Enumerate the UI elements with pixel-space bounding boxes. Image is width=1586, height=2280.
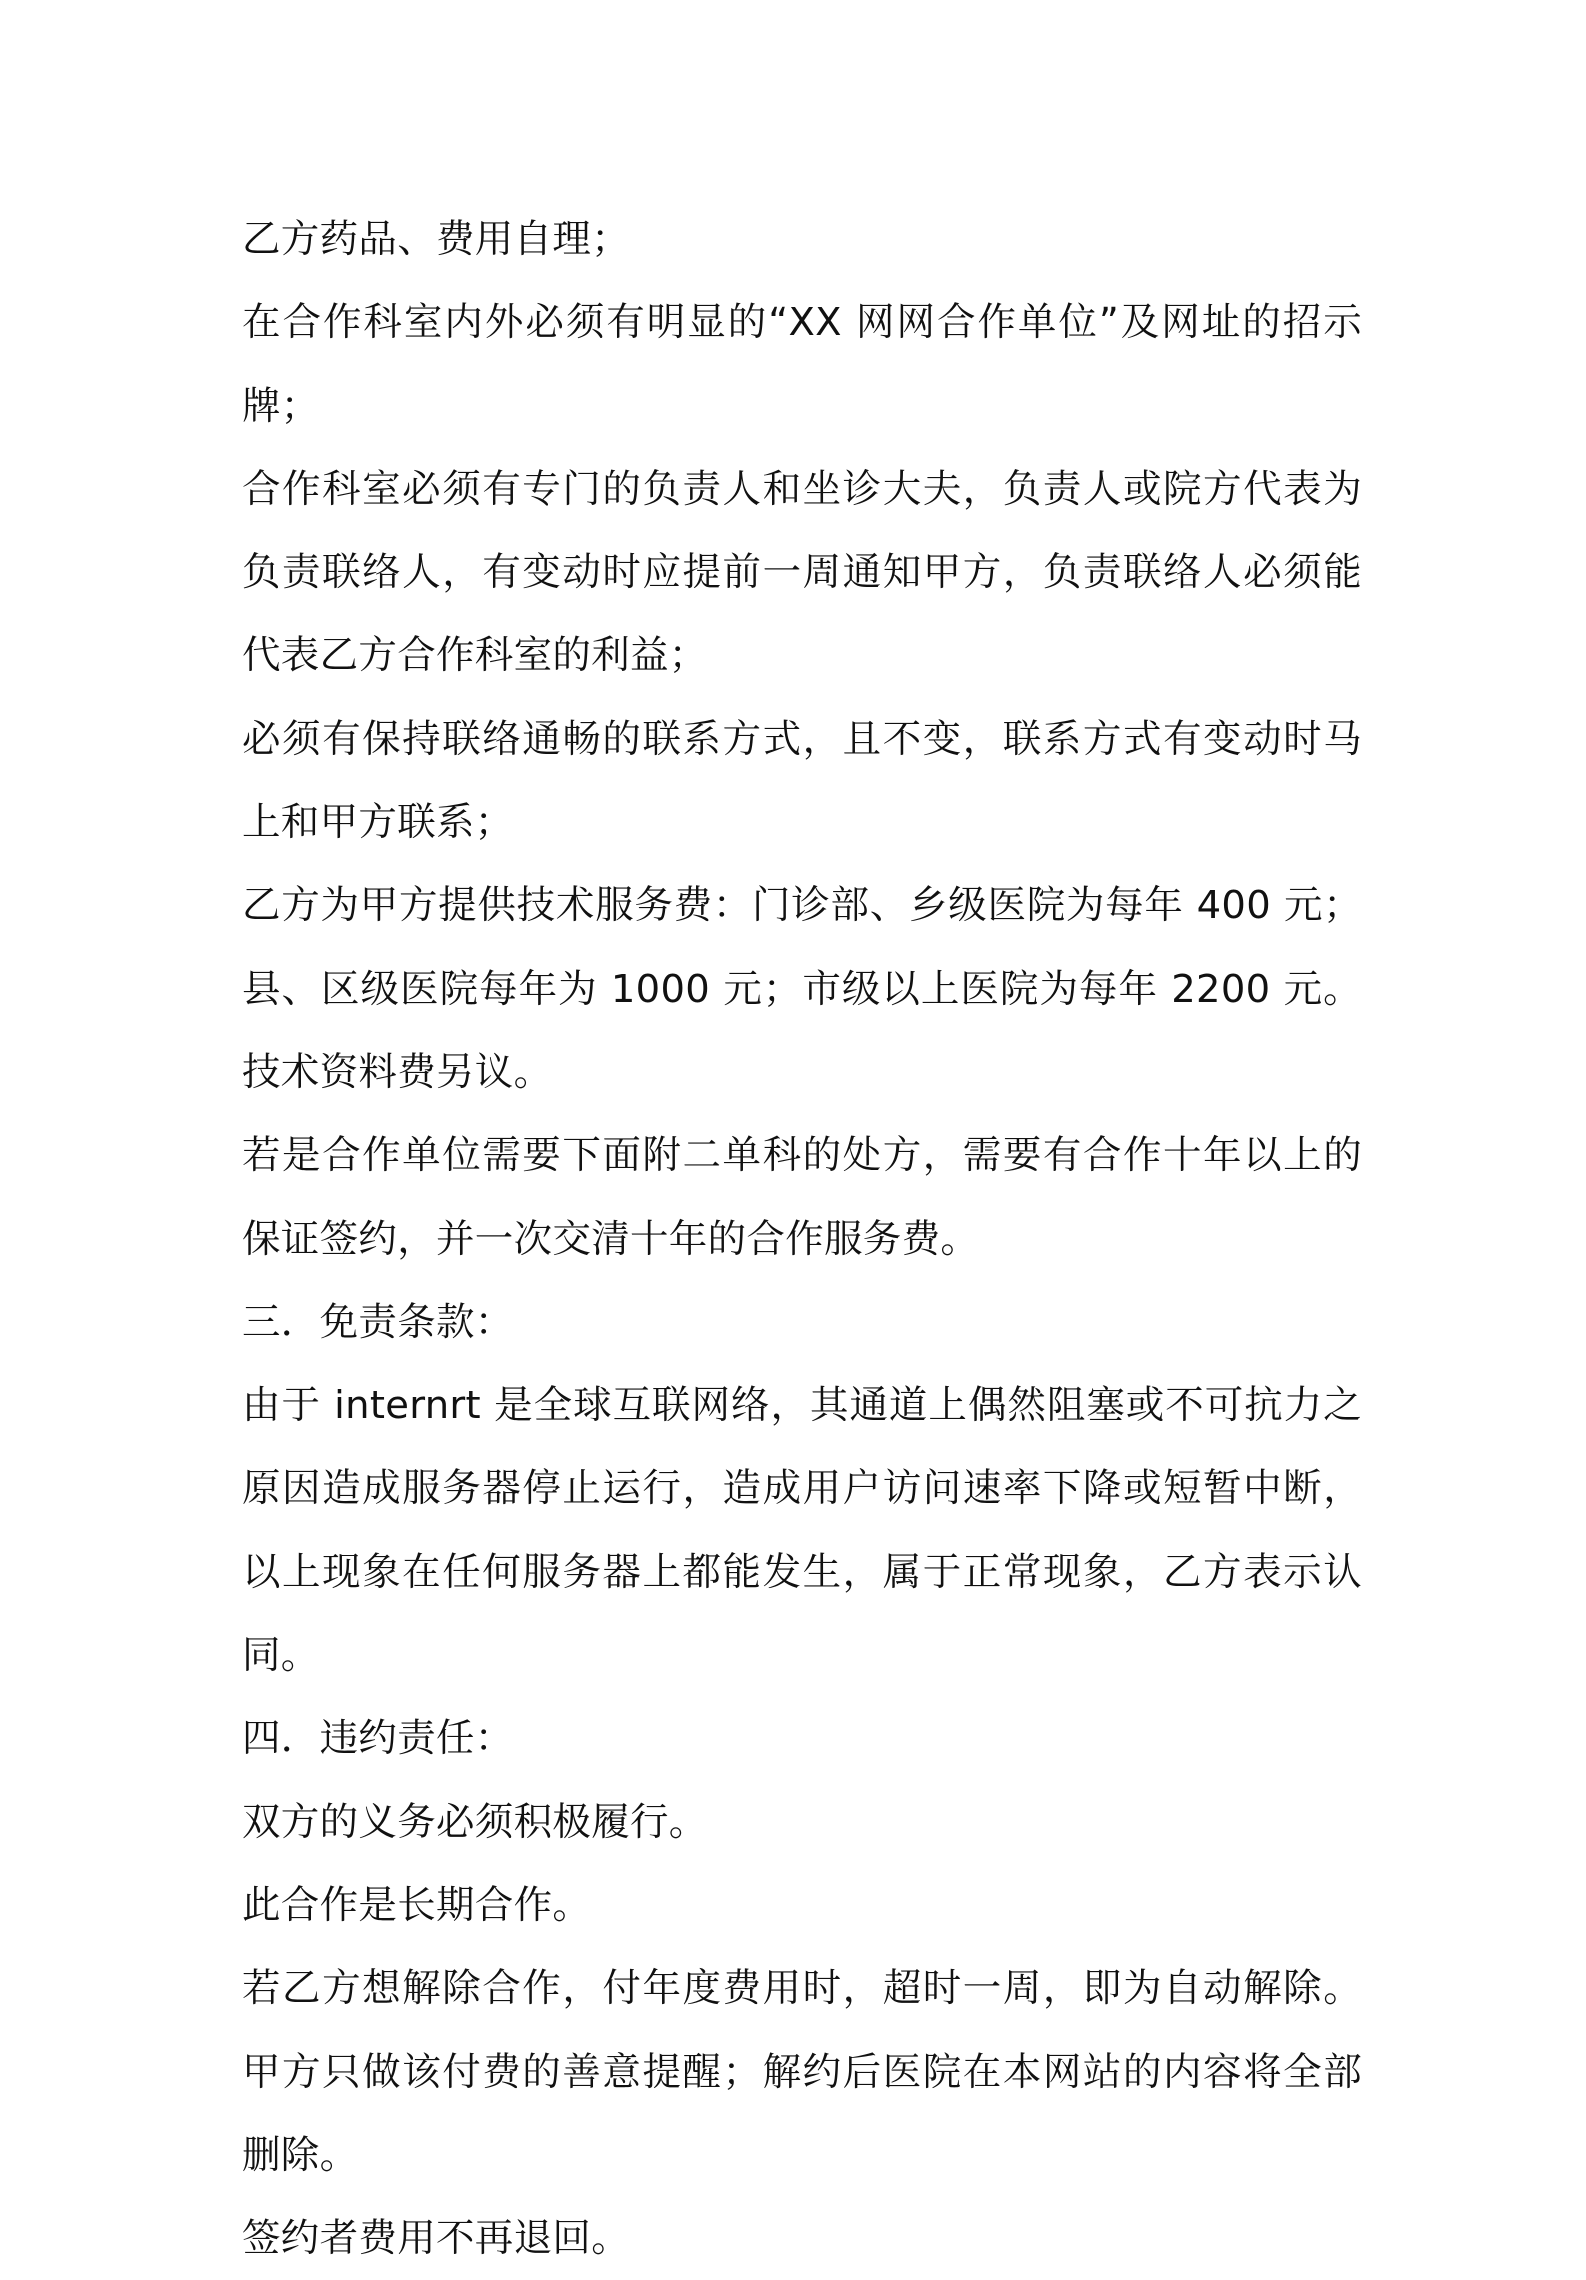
document-body	[242, 198, 1362, 2280]
paragraph-signboard: 在合作科室内外必须有明显的“XX 网网合作单位”及网址的招示牌；	[242, 300, 1362, 429]
section-heading-breach: 四．违约责任：	[242, 1716, 514, 1762]
paragraph-contact-method: 必须有保持联络通畅的联系方式，且不变，联系方式有变动时马上和甲方联系；	[242, 716, 1362, 846]
paragraph-long-term: 此合作是长期合作。	[242, 1882, 592, 1928]
paragraph-service-fee: 乙方为甲方提供技术服务费：门诊部、乡级医院为每年 400 元；县、区级医院每年为 1000 元；市级以上医院为每年 2200 元。 技术资料费另议。	[242, 883, 1362, 1095]
paragraph-prescription: 若是合作单位需要下面附二单科的处方，需要有合作十年以上的保证签约，并一次交清十年的合作服务费。	[242, 1133, 1362, 1262]
paragraph-termination: 若乙方想解除合作，付年度费用时，超时一周，即为自动解除。甲方只做该付费的善意提醒；解约后医院在本网站的内容将全部删除。	[242, 1966, 1362, 2178]
paragraph-obligations: 双方的义务必须积极履行。	[242, 1799, 708, 1845]
paragraph-no-refund: 签约者费用不再退回。	[242, 2216, 631, 2262]
paragraph-self-pay: 乙方药品、费用自理；	[242, 217, 631, 262]
section-heading-disclaimer: 三．免责条款：	[242, 1299, 514, 1345]
paragraph-disclaimer: 由于 internrt 是全球互联网络，其通道上偶然阻塞或不可抗力之原因造成服务器停止运行，造成用户访问速率下降或短暂中断，以上现象在任何服务器上都能发生，属于正常现象，乙方表示认同。	[242, 1383, 1362, 1679]
paragraph-contact-person: 合作科室必须有专门的负责人和坐诊大夫，负责人或院方代表为负责联络人，有变动时应提前一周通知甲方，负责联络人必须能代表乙方合作科室的利益；	[242, 466, 1362, 679]
